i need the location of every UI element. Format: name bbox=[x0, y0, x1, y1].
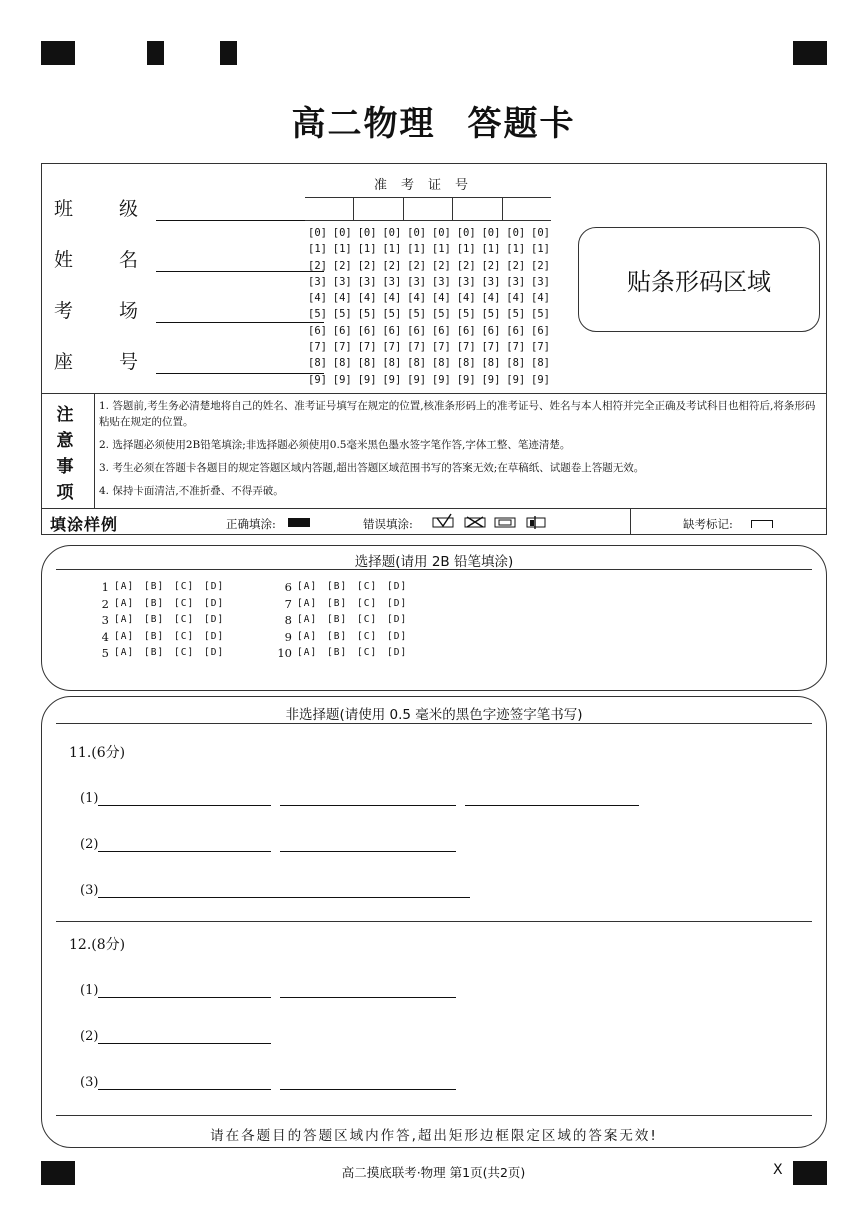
digit-bubble[interactable]: [6] bbox=[382, 324, 402, 337]
answer-line[interactable] bbox=[280, 835, 456, 852]
answer-line[interactable] bbox=[465, 789, 639, 806]
mc-question-row bbox=[270, 645, 417, 662]
mc-right-column[interactable] bbox=[270, 579, 417, 662]
digit-bubble[interactable]: [5] bbox=[357, 308, 377, 321]
question-12-title: 12.(8分) bbox=[69, 937, 126, 953]
q11-part-3[interactable] bbox=[80, 881, 470, 898]
mc-option-bubble[interactable]: [C] bbox=[357, 597, 378, 609]
digit-bubble[interactable]: [1] bbox=[308, 243, 327, 256]
digit-bubble[interactable]: [9] bbox=[357, 373, 377, 386]
mc-option-bubble[interactable]: [A] bbox=[114, 630, 135, 642]
digit-bubble[interactable]: [2] bbox=[481, 259, 501, 272]
digit-bubble[interactable]: [7] bbox=[431, 341, 451, 354]
part-label: (3) bbox=[80, 883, 99, 898]
digit-bubble[interactable]: [2] bbox=[506, 259, 526, 272]
title-main: 高二物理 bbox=[291, 104, 436, 144]
registration-mark bbox=[147, 41, 164, 65]
mc-option-bubble[interactable]: [D] bbox=[387, 597, 408, 609]
mc-option-bubble[interactable]: [A] bbox=[114, 581, 135, 592]
digit-bubble[interactable]: [4] bbox=[382, 292, 402, 305]
digit-bubble[interactable]: [7] bbox=[357, 341, 377, 354]
mc-question-row bbox=[87, 612, 234, 629]
digit-bubble[interactable]: [3] bbox=[308, 275, 327, 288]
class-label: 班 级 bbox=[54, 198, 159, 220]
mc-option-bubble[interactable]: [A] bbox=[114, 614, 135, 626]
digit-bubble[interactable]: [4] bbox=[308, 292, 327, 305]
mc-question-number: 2 bbox=[101, 596, 109, 611]
answer-line[interactable] bbox=[98, 981, 271, 998]
digit-bubble[interactable]: [1] bbox=[332, 243, 352, 256]
mc-question-number: 4 bbox=[101, 629, 109, 644]
q11-part-2[interactable] bbox=[80, 835, 456, 852]
mc-option-bubble[interactable]: [D] bbox=[204, 614, 225, 626]
digit-bubble[interactable]: [2] bbox=[332, 259, 352, 272]
digit-bubble[interactable]: [7] bbox=[531, 341, 550, 354]
free-response-section bbox=[41, 696, 827, 1148]
registration-mark bbox=[793, 41, 827, 65]
part-label: (2) bbox=[80, 1029, 99, 1044]
digit-row bbox=[308, 241, 550, 257]
digit-bubble[interactable]: [6] bbox=[308, 324, 327, 337]
mc-question-number: 7 bbox=[284, 596, 292, 611]
barcode-label: 贴条形码区域 bbox=[627, 268, 771, 296]
exam-room-label: 考 场 bbox=[54, 300, 159, 322]
digit-row bbox=[308, 306, 550, 322]
digit-bubble[interactable]: [7] bbox=[456, 341, 476, 354]
mc-question-row bbox=[270, 629, 417, 646]
mc-question-row bbox=[270, 579, 417, 596]
divider bbox=[56, 921, 812, 922]
digit-bubble[interactable]: [8] bbox=[531, 357, 550, 370]
digit-bubble[interactable]: [4] bbox=[407, 292, 427, 305]
correct-fill-mark bbox=[288, 518, 310, 527]
mc-option-bubble[interactable]: [B] bbox=[327, 597, 348, 609]
digit-bubble[interactable]: [4] bbox=[357, 292, 377, 305]
mc-question-row bbox=[270, 596, 417, 613]
digit-bubble[interactable]: [5] bbox=[332, 308, 352, 321]
free-heading: 非选择题(请使用 0.5 毫米的黑色字迹签字笔书写) bbox=[285, 707, 583, 723]
digit-bubble[interactable]: [0] bbox=[431, 227, 451, 239]
part-label: (3) bbox=[80, 1075, 99, 1090]
digit-bubble[interactable]: [7] bbox=[481, 341, 501, 354]
digit-bubble[interactable]: [6] bbox=[506, 324, 526, 337]
digit-bubble[interactable]: [9] bbox=[456, 373, 476, 386]
class-field[interactable] bbox=[54, 194, 324, 221]
digit-bubble[interactable]: [4] bbox=[506, 292, 526, 305]
digit-bubble[interactable]: [8] bbox=[431, 357, 451, 370]
mc-option-bubble[interactable]: [D] bbox=[204, 581, 225, 592]
part-label: (2) bbox=[80, 837, 99, 852]
digit-bubble[interactable]: [1] bbox=[431, 243, 451, 256]
digit-bubble[interactable]: [6] bbox=[407, 324, 427, 337]
answer-line[interactable] bbox=[98, 789, 271, 806]
name-label: 姓 名 bbox=[54, 249, 159, 271]
admission-number-cells[interactable] bbox=[305, 197, 551, 221]
q12-part-1[interactable] bbox=[80, 981, 456, 998]
mc-option-bubble[interactable]: [C] bbox=[357, 581, 378, 592]
answer-line[interactable] bbox=[280, 981, 456, 998]
digit-row bbox=[308, 339, 550, 355]
digit-bubble[interactable]: [4] bbox=[481, 292, 501, 305]
class-input-line[interactable] bbox=[156, 200, 324, 221]
registration-mark bbox=[220, 41, 237, 65]
digit-bubble[interactable]: [5] bbox=[506, 308, 526, 321]
digit-bubble[interactable]: [2] bbox=[382, 259, 402, 272]
note-item: 3. 考生必须在答题卡各题目的规定答题区域内答题,超出答题区域范围书写的答案无效;在草稿纸、试题卷上答题无效。 bbox=[99, 462, 645, 474]
digit-bubble[interactable]: [5] bbox=[456, 308, 476, 321]
mc-question-row bbox=[87, 596, 234, 613]
digit-bubble[interactable]: [4] bbox=[332, 292, 352, 305]
mc-option-bubble[interactable]: [C] bbox=[174, 581, 195, 592]
mc-option-bubble[interactable]: [B] bbox=[327, 581, 348, 592]
seat-input-line[interactable] bbox=[156, 353, 324, 374]
mc-option-bubble[interactable]: [D] bbox=[387, 581, 408, 592]
digit-row bbox=[308, 323, 550, 339]
digit-bubble[interactable]: [4] bbox=[431, 292, 451, 305]
mc-option-bubble[interactable]: [C] bbox=[357, 647, 378, 659]
exam-room-input-line[interactable] bbox=[156, 302, 324, 323]
mc-question-row bbox=[87, 629, 234, 646]
digit-bubble[interactable]: [0] bbox=[407, 227, 427, 239]
digit-bubble[interactable]: [5] bbox=[382, 308, 402, 321]
digit-bubble[interactable]: [3] bbox=[357, 275, 377, 288]
mc-option-bubble[interactable]: [B] bbox=[144, 581, 165, 592]
mc-question-number: 9 bbox=[284, 629, 292, 644]
mc-option-bubble[interactable]: [A] bbox=[114, 647, 135, 659]
digit-bubble[interactable]: [3] bbox=[456, 275, 476, 288]
mc-question-number: 1 bbox=[101, 580, 109, 594]
digit-bubble[interactable]: [1] bbox=[382, 243, 402, 256]
digit-bubble[interactable]: [4] bbox=[456, 292, 476, 305]
mc-question-row bbox=[87, 579, 234, 596]
digit-row bbox=[308, 290, 550, 306]
digit-bubble[interactable]: [1] bbox=[357, 243, 377, 256]
digit-bubble[interactable]: [8] bbox=[382, 357, 402, 370]
digit-bubble[interactable]: [9] bbox=[308, 373, 327, 386]
mc-option-bubble[interactable]: [A] bbox=[297, 597, 318, 609]
digit-bubble[interactable]: [3] bbox=[481, 275, 501, 288]
digit-bubble[interactable]: [9] bbox=[431, 373, 451, 386]
digit-bubble[interactable]: [2] bbox=[357, 259, 377, 272]
mc-option-bubble[interactable]: [A] bbox=[114, 597, 135, 609]
exam-room-field[interactable] bbox=[54, 296, 324, 323]
digit-row bbox=[308, 258, 550, 274]
digit-bubble[interactable]: [7] bbox=[506, 341, 526, 354]
digit-bubble[interactable]: [0] bbox=[332, 227, 352, 239]
multiple-choice-section bbox=[41, 545, 827, 691]
digit-bubble[interactable]: [2] bbox=[407, 259, 427, 272]
admission-number-title: 准考证号 bbox=[373, 178, 482, 193]
digit-bubble[interactable]: [2] bbox=[456, 259, 476, 272]
digit-bubble[interactable]: [2] bbox=[308, 259, 327, 272]
notes-list bbox=[99, 395, 819, 503]
mc-option-bubble[interactable]: [A] bbox=[297, 581, 318, 592]
digit-bubble[interactable]: [8] bbox=[357, 357, 377, 370]
q12-part-2[interactable] bbox=[80, 1027, 271, 1044]
mc-question-row bbox=[87, 645, 234, 662]
page-title bbox=[0, 96, 867, 145]
mc-option-bubble[interactable]: [C] bbox=[357, 614, 378, 626]
digit-bubble[interactable]: [9] bbox=[506, 373, 526, 386]
digit-bubble[interactable]: [6] bbox=[431, 324, 451, 337]
digit-bubble[interactable]: [0] bbox=[481, 227, 501, 239]
q12-part-3[interactable] bbox=[80, 1073, 456, 1090]
mc-question-number: 3 bbox=[101, 613, 109, 628]
mc-option-bubble[interactable]: [C] bbox=[174, 614, 195, 626]
answer-line[interactable] bbox=[98, 1073, 271, 1090]
digit-bubble[interactable]: [4] bbox=[531, 292, 550, 305]
mc-question-row bbox=[270, 612, 417, 629]
mc-option-bubble[interactable]: [C] bbox=[174, 597, 195, 609]
digit-bubble[interactable]: [8] bbox=[481, 357, 501, 370]
mc-option-bubble[interactable]: [C] bbox=[357, 630, 378, 642]
digit-bubble[interactable]: [9] bbox=[382, 373, 402, 386]
digit-bubble[interactable]: [3] bbox=[407, 275, 427, 288]
mc-option-bubble[interactable]: [B] bbox=[327, 630, 348, 642]
digit-bubble[interactable]: [0] bbox=[531, 227, 550, 239]
digit-bubble[interactable]: [8] bbox=[456, 357, 476, 370]
digit-bubble[interactable]: [6] bbox=[357, 324, 377, 337]
mc-option-bubble[interactable]: [A] bbox=[297, 614, 318, 626]
mc-option-bubble[interactable]: [D] bbox=[387, 614, 408, 626]
absent-mark-box[interactable] bbox=[751, 520, 773, 528]
mc-option-bubble[interactable]: [B] bbox=[144, 647, 165, 659]
digit-bubble[interactable]: [2] bbox=[431, 259, 451, 272]
digit-bubble[interactable]: [9] bbox=[481, 373, 501, 386]
digit-bubble[interactable]: [9] bbox=[332, 373, 352, 386]
digit-bubble[interactable]: [1] bbox=[456, 243, 476, 256]
digit-bubble[interactable]: [7] bbox=[407, 341, 427, 354]
mc-question-number: 10 bbox=[277, 646, 292, 661]
registration-mark bbox=[41, 41, 75, 65]
divider bbox=[42, 393, 826, 394]
correct-fill-label: 正确填涂: bbox=[226, 517, 276, 531]
digit-bubble[interactable]: [8] bbox=[332, 357, 352, 370]
mc-option-bubble[interactable]: [B] bbox=[327, 647, 348, 659]
warning-text: 请在各题目的答题区域内作答,超出矩形边框限定区域的答案无效! bbox=[210, 1128, 658, 1144]
divider bbox=[56, 569, 812, 570]
answer-line[interactable] bbox=[98, 835, 271, 852]
mc-option-bubble[interactable]: [D] bbox=[204, 647, 225, 659]
mc-option-bubble[interactable]: [B] bbox=[144, 614, 165, 626]
digit-bubble[interactable]: [3] bbox=[531, 275, 550, 288]
digit-bubble[interactable]: [6] bbox=[481, 324, 501, 337]
divider bbox=[56, 723, 812, 724]
fill-example-title: 填涂样例 bbox=[50, 515, 119, 534]
answer-line[interactable] bbox=[98, 881, 470, 898]
name-field[interactable] bbox=[54, 245, 324, 272]
digit-bubble[interactable]: [6] bbox=[531, 324, 550, 337]
mc-question-number: 8 bbox=[284, 613, 292, 628]
digit-bubble[interactable]: [7] bbox=[308, 341, 327, 354]
footer-mark: X bbox=[773, 1162, 783, 1178]
digit-row bbox=[308, 274, 550, 290]
absent-mark-label: 缺考标记: bbox=[683, 517, 733, 531]
mc-option-bubble[interactable]: [D] bbox=[387, 647, 408, 659]
digit-bubble[interactable]: [0] bbox=[382, 227, 402, 239]
wrong-fill-marks-icon bbox=[431, 512, 551, 530]
mc-option-bubble[interactable]: [B] bbox=[327, 614, 348, 626]
digit-bubble[interactable]: [5] bbox=[407, 308, 427, 321]
mc-option-bubble[interactable]: [D] bbox=[204, 630, 225, 642]
digit-bubble[interactable]: [0] bbox=[308, 227, 327, 239]
mc-option-bubble[interactable]: [B] bbox=[144, 630, 165, 642]
seat-label: 座 号 bbox=[54, 351, 159, 373]
wrong-fill-label: 错误填涂: bbox=[363, 517, 413, 531]
digit-bubble[interactable]: [7] bbox=[382, 341, 402, 354]
digit-bubble[interactable]: [6] bbox=[332, 324, 352, 337]
part-label: (1) bbox=[80, 983, 99, 998]
digit-bubble[interactable]: [0] bbox=[456, 227, 476, 239]
mc-left-column[interactable] bbox=[87, 579, 234, 662]
digit-bubble[interactable]: [5] bbox=[308, 308, 327, 321]
digit-row bbox=[308, 225, 550, 241]
digit-bubble[interactable]: [8] bbox=[308, 357, 327, 370]
digit-bubble[interactable]: [8] bbox=[506, 357, 526, 370]
mc-option-bubble[interactable]: [C] bbox=[174, 647, 195, 659]
answer-line[interactable] bbox=[98, 1027, 271, 1044]
digit-bubble[interactable]: [1] bbox=[506, 243, 526, 256]
digit-bubble[interactable]: [5] bbox=[531, 308, 550, 321]
note-item: 4. 保持卡面清洁,不准折叠、不得弄破。 bbox=[99, 485, 284, 497]
mc-option-bubble[interactable]: [D] bbox=[204, 597, 225, 609]
digit-row bbox=[308, 372, 550, 388]
question-11-title: 11.(6分) bbox=[69, 745, 126, 761]
divider bbox=[94, 393, 95, 508]
digit-bubble[interactable]: [1] bbox=[531, 243, 550, 256]
notes-title: 注意事项 bbox=[56, 405, 74, 503]
digit-bubble[interactable]: [8] bbox=[407, 357, 427, 370]
mc-question-number: 6 bbox=[284, 580, 292, 594]
mc-heading: 选择题(请用 2B 铅笔填涂) bbox=[354, 554, 514, 570]
footer-text: 高二摸底联考·物理 第1页(共2页) bbox=[341, 1165, 526, 1180]
digit-bubble[interactable]: [6] bbox=[456, 324, 476, 337]
digit-bubble[interactable]: [9] bbox=[531, 373, 550, 386]
digit-bubble[interactable]: [1] bbox=[407, 243, 427, 256]
mc-option-bubble[interactable]: [B] bbox=[144, 597, 165, 609]
digit-bubble[interactable]: [5] bbox=[431, 308, 451, 321]
digit-bubble[interactable]: [0] bbox=[506, 227, 526, 239]
q11-part-1[interactable] bbox=[80, 789, 639, 806]
digit-bubble[interactable]: [3] bbox=[382, 275, 402, 288]
divider bbox=[42, 508, 826, 509]
digit-bubble[interactable]: [3] bbox=[431, 275, 451, 288]
mc-option-bubble[interactable]: [D] bbox=[387, 630, 408, 642]
digit-bubble[interactable]: [0] bbox=[357, 227, 377, 239]
mc-option-bubble[interactable]: [A] bbox=[297, 630, 318, 642]
digit-bubble[interactable]: [1] bbox=[481, 243, 501, 256]
admission-digit-grid[interactable] bbox=[308, 225, 550, 388]
digit-bubble[interactable]: [7] bbox=[332, 341, 352, 354]
title-sub: 答题卡 bbox=[467, 104, 576, 144]
answer-line[interactable] bbox=[280, 1073, 456, 1090]
divider bbox=[56, 1115, 812, 1116]
note-item: 1. 答题前,考生务必清楚地将自己的姓名、准考证号填写在规定的位置,核准条形码上的准考证号、姓名与本人相符并完全正确及考试科目也相符后,将条形码粘贴在规定的位置。 bbox=[99, 400, 816, 428]
mc-question-number: 5 bbox=[101, 646, 109, 661]
part-label: (1) bbox=[80, 791, 99, 806]
barcode-area bbox=[578, 227, 820, 332]
header-box bbox=[41, 163, 827, 535]
digit-row bbox=[308, 355, 550, 371]
digit-bubble[interactable]: [3] bbox=[506, 275, 526, 288]
name-input-line[interactable] bbox=[156, 251, 324, 272]
digit-bubble[interactable]: [3] bbox=[332, 275, 352, 288]
divider bbox=[630, 508, 631, 535]
mc-option-bubble[interactable]: [A] bbox=[297, 647, 318, 659]
digit-bubble[interactable]: [9] bbox=[407, 373, 427, 386]
digit-bubble[interactable]: [5] bbox=[481, 308, 501, 321]
digit-bubble[interactable]: [2] bbox=[531, 259, 550, 272]
note-item: 2. 选择题必须使用2B铅笔填涂;非选择题必须使用0.5毫米黑色墨水签字笔作答,字体工整、笔迹清楚。 bbox=[99, 439, 571, 451]
mc-option-bubble[interactable]: [C] bbox=[174, 630, 195, 642]
answer-line[interactable] bbox=[280, 789, 456, 806]
seat-field[interactable] bbox=[54, 347, 324, 374]
